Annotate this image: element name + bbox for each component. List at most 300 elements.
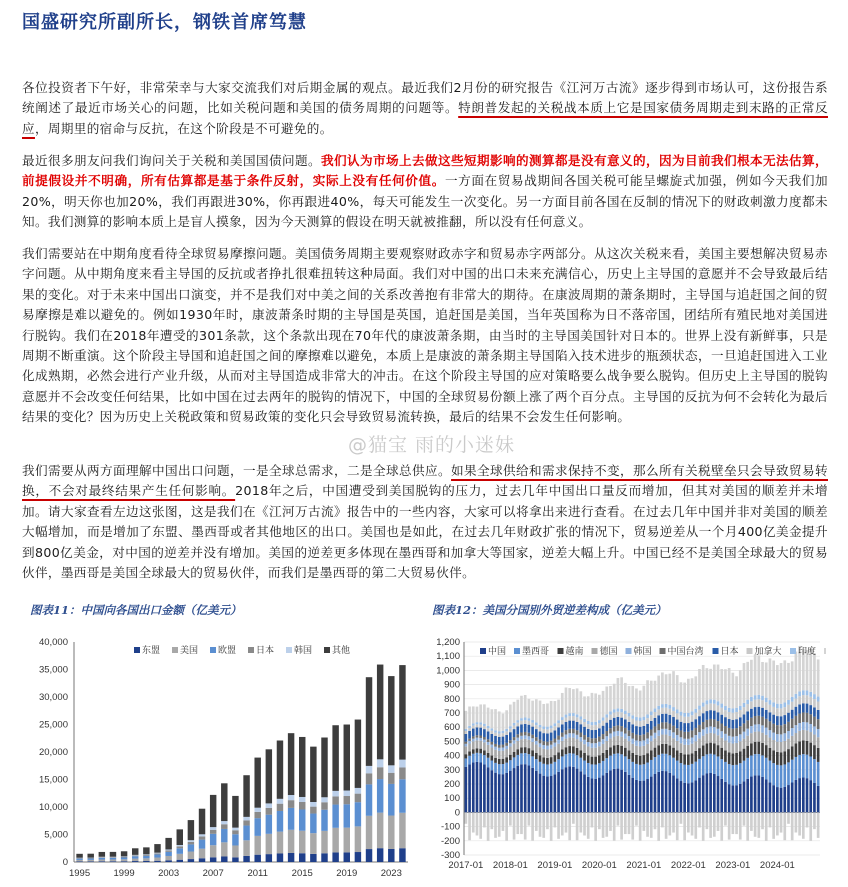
chart12-bar-墨西哥-p55	[668, 755, 671, 772]
chart12-bar-加拿大-p79	[757, 699, 760, 707]
chart11-bar-东盟-2021	[366, 849, 372, 862]
p4-underlined-highlight: 如果全球供给和需求保持不变，那么所有关税壁垒只会导致贸易转换，不会对最终结果产生任何影响。	[22, 463, 828, 499]
chart11-bar-日本-2009	[232, 830, 238, 834]
chart12-bar-日本-p42	[620, 718, 623, 726]
chart12-bar-德国-p70	[724, 741, 727, 751]
chart11-y-tick: 30,000	[38, 692, 68, 703]
chart12-bar-德国-p0	[465, 746, 468, 754]
chart12-bar-印度-p42	[620, 709, 623, 712]
chart12-bar-日本-p55	[668, 715, 671, 724]
chart12-bar-印度-p83	[772, 702, 775, 707]
chart12-bar-墨西哥-p34	[591, 764, 594, 778]
chart12-bar-中国-p8	[494, 773, 497, 813]
chart12-bar-印度-p19	[535, 722, 538, 725]
chart12-bar-印度-p81	[765, 698, 768, 703]
chart12-bar-中国台湾-p30	[576, 730, 579, 735]
chart12-bar-印度-p74	[739, 706, 742, 710]
chart12-bar-墨西哥-p82	[769, 761, 772, 783]
chart12-bar-加拿大-p19	[535, 725, 538, 729]
chart12-bar-韩国-p93	[809, 724, 812, 732]
chart11-bar-其他-2019	[344, 725, 350, 791]
chart12-y-tick: -200	[440, 835, 460, 847]
chart12-bar-越南-p14	[516, 749, 519, 755]
chart12-bar-加拿大-p16	[524, 720, 527, 724]
chart12-bar-其他-p37	[602, 691, 605, 718]
chart12-bar-中国-p69	[720, 779, 723, 813]
chart12-bar-中国台湾-p17	[528, 733, 531, 737]
chart12-bar-其他-p61	[691, 678, 694, 711]
chart12-bar-韩国-p69	[720, 731, 723, 738]
chart11-bar-其他-1996	[87, 854, 93, 858]
chart12-bar-其他-p12	[509, 705, 512, 727]
chart12-bar-德国-p83	[772, 740, 775, 750]
chart12-bar-德国-p7	[490, 748, 493, 756]
chart12-bar-日本-p90	[798, 704, 801, 713]
chart12-bar-德国-p16	[524, 739, 527, 747]
chart11-bar-日本-2021	[366, 773, 372, 784]
chart11-caption: 图表11：中国向各国出口金额（亿美元）	[30, 603, 242, 617]
chart12-bar-印度-p22	[546, 727, 549, 730]
chart12-bar-韩国-p8	[494, 747, 497, 750]
chart12-bar-韩国-p80	[761, 725, 764, 732]
chart12-bar-德国-p87	[787, 739, 790, 749]
chart11-bar-日本-2014	[288, 800, 294, 808]
p4-text-a: 我们需要从两方面理解中国出口问题，一是全球总需求，二是全球总供应。	[22, 463, 452, 478]
chart12-bar-加拿大-p42	[620, 712, 623, 717]
chart12-bar-印度-p94	[813, 694, 816, 699]
chart12-bar-negative-p47	[639, 812, 642, 840]
chart12-bar-印度-p73	[735, 708, 738, 712]
chart12-bar-加拿大-p13	[513, 725, 516, 729]
chart12-bar-韩国-p60	[687, 739, 690, 745]
chart12-bar-墨西哥-p43	[624, 756, 627, 772]
chart12-bar-日本-p28	[568, 721, 571, 729]
chart12-bar-日本-p69	[720, 715, 723, 724]
chart12-bar-德国-p86	[783, 741, 786, 751]
chart12-bar-墨西哥-p58	[680, 763, 683, 781]
chart12-bar-加拿大-p39	[609, 715, 612, 720]
chart12-bar-其他-p36	[598, 695, 601, 720]
chart12-bar-negative-p37	[602, 812, 605, 837]
chart12-bar-印度-p71	[728, 708, 731, 712]
chart12-x-tick: 2020-01	[581, 860, 617, 871]
chart12-bar-加拿大-p2	[472, 726, 475, 729]
chart11-y-tick: 25,000	[38, 719, 68, 731]
chart11-bar-东盟-2014	[288, 853, 294, 862]
chart11-bar-日本-2001	[143, 855, 149, 856]
chart12-bar-negative-p7	[490, 812, 493, 829]
chart12-bar-德国-p91	[802, 730, 805, 741]
chart12-bar-越南-p51	[654, 748, 657, 758]
chart12-bar-墨西哥-p20	[539, 762, 542, 774]
chart12-bar-加拿大-p82	[769, 705, 772, 713]
chart12-bar-德国-p69	[720, 738, 723, 748]
chart12-bar-negative-p18	[531, 812, 534, 840]
chart12-x-tick: 2024-01	[759, 860, 795, 871]
chart12-bar-印度-p26	[561, 717, 564, 720]
chart11-bar-日本-2012	[266, 808, 272, 815]
chart11-legend-日本: 日本	[256, 645, 275, 655]
chart12-bar-墨西哥-p13	[513, 757, 516, 768]
chart12-bar-negative-p59	[683, 812, 686, 840]
chart12-bar-其他-p69	[720, 669, 723, 704]
chart11-bar-欧盟-2001	[143, 856, 149, 858]
chart11-y-tick: 5,000	[44, 829, 68, 841]
chart12-bar-其他-p48	[643, 686, 646, 717]
chart12-bar-日本-p72	[732, 720, 735, 729]
chart12-bar-日本-p12	[509, 732, 512, 740]
chart11-bar-东盟-2007	[210, 857, 216, 862]
chart12-bar-墨西哥-p25	[557, 759, 560, 772]
chart11-x-tick: 2015	[291, 868, 313, 879]
chart12-bar-印度-p40	[613, 709, 616, 712]
chart12-bar-日本-p27	[565, 722, 568, 730]
chart12-bar-墨西哥-p38	[605, 758, 608, 773]
chart12-bar-德国-p24	[554, 747, 557, 756]
chart12-bar-德国-p51	[654, 738, 657, 747]
chart12-legend-印度: 印度	[798, 646, 817, 656]
chart12-bar-其他-p54	[665, 674, 668, 704]
chart12-bar-加拿大-p72	[732, 713, 735, 720]
chart12-bar-negative-p36	[598, 812, 601, 829]
chart12-bar-中国-p40	[613, 769, 616, 813]
chart12-y-tick: 1,100	[436, 651, 460, 663]
chart12-bar-日本-p56	[672, 717, 675, 726]
chart12-bar-中国-p22	[546, 777, 549, 813]
chart12-bar-德国-p30	[576, 739, 579, 748]
chart12-legend-swatch-德国	[592, 648, 598, 654]
chart12-bar-加拿大-p48	[643, 720, 646, 726]
chart12-bar-日本-p19	[535, 729, 538, 737]
chart12-bar-其他-p63	[698, 669, 701, 706]
chart12-bar-德国-p79	[757, 731, 760, 741]
chart11-bar-欧盟-2007	[210, 834, 216, 845]
chart12-bar-中国台湾-p46	[635, 735, 638, 741]
chart12-bar-中国台湾-p56	[672, 726, 675, 733]
chart11-bar-欧盟-2010	[243, 826, 249, 841]
chart12-bar-中国台湾-p48	[643, 734, 646, 740]
chart12-bar-墨西哥-p90	[798, 755, 801, 778]
chart12-bar-其他-p9	[498, 711, 501, 731]
chart12-bar-加拿大-p1	[468, 728, 471, 731]
chart12-bar-negative-p67	[713, 812, 716, 836]
chart12-bar-越南-p41	[617, 745, 620, 754]
chart11-bar-欧盟-2012	[266, 815, 272, 834]
chart12-bar-墨西哥-p11	[505, 763, 508, 773]
chart11-bar-美国-2021	[366, 816, 372, 849]
p2-text-a: 最近很多朋友问我们询问关于关税和美国国债问题。	[22, 153, 322, 168]
chart12-bar-中国-p23	[550, 776, 553, 812]
chart11-bar-欧盟-1996	[87, 859, 93, 860]
chart12-bar-中国-p11	[505, 773, 508, 812]
chart12-y-tick: 800	[444, 693, 460, 705]
chart11-bar-韩国-2011	[254, 808, 260, 812]
chart12-bar-中国台湾-p57	[676, 728, 679, 735]
chart12-bar-日本-p85	[780, 716, 783, 725]
chart12-bar-加拿大-p49	[646, 718, 649, 724]
chart12-bar-韩国-p73	[735, 736, 738, 743]
chart12-bar-中国-p45	[631, 778, 634, 813]
chart12-bar-其他-p94	[813, 653, 816, 694]
chart12-bar-negative-p75	[743, 812, 746, 825]
chart12-bar-negative-p21	[542, 812, 545, 837]
chart12-bar-加拿大-p29	[572, 716, 575, 721]
chart12-bar-日本-p88	[791, 710, 794, 719]
chart12-bar-越南-p87	[787, 749, 790, 762]
chart12-bar-其他-p31	[579, 691, 582, 716]
chart11-bar-其他-2006	[199, 809, 205, 835]
chart12-bar-中国-p24	[554, 774, 557, 812]
chart11-bar-东盟-2011	[254, 855, 260, 862]
chart12-bar-中国-p6	[487, 767, 490, 812]
chart12-bar-中国台湾-p9	[498, 745, 501, 748]
chart12-bar-negative-p85	[780, 812, 783, 832]
chart12-bar-加拿大-p95	[817, 702, 820, 710]
chart12-bar-日本-p3	[476, 727, 479, 735]
chart12-bar-中国-p77	[750, 777, 753, 813]
chart11-bar-欧盟-2004	[177, 848, 183, 854]
chart12-bar-中国-p93	[809, 780, 812, 812]
chart12-bar-其他-p1	[468, 706, 471, 725]
chart12-bar-印度-p87	[787, 700, 790, 705]
chart12-bar-越南-p17	[528, 748, 531, 754]
chart12-bar-韩国-p38	[605, 736, 608, 741]
chart12-bar-中国-p14	[516, 766, 519, 813]
chart12-bar-印度-p34	[591, 722, 594, 725]
chart12-bar-中国-p85	[780, 788, 783, 813]
chart12-legend-swatch-中国台湾	[660, 648, 666, 654]
chart12-bar-其他-p56	[672, 671, 675, 707]
chart12-bar-印度-p38	[605, 714, 608, 717]
chart11-legend-东盟: 东盟	[142, 645, 161, 655]
chart11-bar-其他-2005	[188, 820, 194, 840]
chart12-bar-加拿大-p30	[576, 717, 579, 722]
chart11-bar-美国-2013	[277, 832, 283, 854]
chart12-bar-德国-p12	[509, 747, 512, 755]
chart12-bar-加拿大-p26	[561, 720, 564, 724]
chart12-bar-中国台湾-p62	[694, 728, 697, 735]
chart12-bar-negative-p33	[587, 812, 590, 838]
chart12-bar-日本-p74	[739, 717, 742, 726]
chart11-bar-其他-2015	[299, 737, 305, 797]
chart12-bar-印度-p61	[691, 711, 694, 715]
chart12-bar-中国台湾-p88	[791, 719, 794, 728]
chart12-bar-越南-p6	[487, 753, 490, 758]
chart11-bar-日本-1999	[121, 857, 127, 858]
chart11-bar-日本-2002	[154, 853, 160, 854]
chart12-bar-韩国-p72	[732, 737, 735, 744]
chart12-bar-印度-p39	[609, 711, 612, 714]
chart12-bar-negative-p78	[754, 812, 757, 836]
chart12-bar-德国-p52	[657, 736, 660, 745]
chart12-bar-negative-p50	[650, 812, 653, 837]
chart12-bar-越南-p2	[472, 749, 475, 753]
chart12-bar-越南-p16	[524, 747, 527, 753]
chart12-bar-其他-p39	[609, 686, 612, 711]
chart12-bar-韩国-p91	[802, 722, 805, 730]
chart12-bar-中国-p72	[732, 785, 735, 812]
chart12-bar-韩国-p16	[524, 735, 527, 739]
chart12-bar-加拿大-p40	[613, 713, 616, 718]
chart12-bar-中国台湾-p65	[706, 720, 709, 727]
chart12-legend-德国: 德国	[599, 646, 618, 656]
chart12-bar-中国台湾-p28	[568, 729, 571, 733]
chart12-bar-加拿大-p5	[483, 726, 486, 729]
chart12-bar-印度-p45	[631, 715, 634, 718]
chart11-bar-东盟-2008	[221, 856, 227, 862]
chart11-bar-东盟-1998	[110, 861, 116, 862]
chart12-bar-德国-p74	[739, 741, 742, 751]
chart12-bar-墨西哥-p7	[490, 761, 493, 771]
chart12-bar-韩国-p5	[483, 740, 486, 743]
chart12-bar-韩国-p88	[791, 728, 794, 736]
chart12-bar-墨西哥-p4	[479, 753, 482, 762]
chart12-bar-日本-p50	[650, 721, 653, 730]
chart12-legend-swatch-加拿大	[747, 648, 753, 654]
chart12-bar-中国台湾-p53	[661, 722, 664, 728]
chart11-bar-美国-2014	[288, 830, 294, 853]
chart12-bar-德国-p77	[750, 733, 753, 743]
chart12-bar-日本-p6	[487, 731, 490, 739]
chart12-bar-韩国-p9	[498, 748, 501, 751]
chart11-legend-swatch-日本	[248, 647, 254, 653]
chart12-bar-中国-p56	[672, 775, 675, 812]
chart12-bar-印度-p85	[780, 704, 783, 709]
chart12-bar-越南-p71	[728, 752, 731, 764]
p1-underlined-highlight: 特朗普发起的关税战本质上它是国家债务周期走到末路的正常反应	[22, 100, 828, 136]
chart11-y-tick: 40,000	[38, 637, 68, 648]
chart11-bar-欧盟-1995	[76, 859, 82, 860]
chart11-export-by-country	[22, 622, 414, 880]
chart12-bar-印度-p91	[802, 690, 805, 695]
chart12-bar-德国-p66	[709, 733, 712, 743]
chart12-bar-加拿大-p83	[772, 707, 775, 715]
chart12-bar-其他-p64	[702, 665, 705, 703]
chart12-bar-印度-p28	[568, 713, 571, 716]
chart12-bar-越南-p57	[676, 750, 679, 760]
chart12-bar-越南-p32	[583, 753, 586, 761]
chart12-bar-其他-p14	[516, 700, 519, 720]
chart12-bar-negative-p93	[809, 812, 812, 840]
chart12-bar-negative-p19	[535, 812, 538, 831]
chart11-bar-美国-2003	[165, 856, 171, 860]
chart12-bar-韩国-p37	[602, 739, 605, 744]
chart12-bar-中国-p95	[817, 786, 820, 812]
chart11-bar-其他-2021	[366, 677, 372, 766]
chart12-bar-中国-p87	[787, 785, 790, 812]
chart12-bar-中国-p9	[498, 774, 501, 812]
chart12-bar-其他-p75	[743, 663, 746, 703]
chart12-bar-德国-p46	[635, 746, 638, 755]
chart12-bar-越南-p27	[565, 747, 568, 754]
chart12-bar-韩国-p92	[806, 722, 809, 730]
chart12-bar-越南-p24	[554, 755, 557, 762]
chart12-bar-中国-p44	[628, 775, 631, 813]
chart12-bar-negative-p53	[661, 812, 664, 827]
chart12-bar-negative-p49	[646, 812, 649, 836]
chart12-bar-韩国-p49	[646, 738, 649, 743]
chart12-bar-其他-p59	[683, 683, 686, 713]
chart12-bar-negative-p1	[468, 812, 471, 840]
chart12-bar-韩国-p51	[654, 733, 657, 739]
chart12-bar-越南-p7	[490, 756, 493, 761]
chart12-bar-韩国-p30	[576, 735, 579, 739]
chart12-bar-日本-p82	[769, 712, 772, 721]
chart12-bar-韩国-p40	[613, 732, 616, 737]
chart12-bar-印度-p54	[665, 704, 668, 708]
chart12-bar-印度-p62	[694, 709, 697, 713]
chart12-bar-中国台湾-p81	[765, 719, 768, 728]
chart11-bar-美国-2009	[232, 845, 238, 857]
chart12-bar-印度-p64	[702, 703, 705, 707]
chart12-bar-中国台湾-p63	[698, 725, 701, 732]
chart12-bar-墨西哥-p2	[472, 754, 475, 763]
chart12-x-tick: 2021-01	[626, 860, 662, 871]
chart11-bar-韩国-2022	[377, 759, 383, 767]
chart12-bar-中国-p21	[542, 776, 545, 813]
chart12-bar-中国台湾-p95	[817, 719, 820, 729]
chart12-bar-negative-p84	[776, 812, 779, 835]
chart12-bar-中国-p0	[465, 767, 468, 812]
chart12-bar-加拿大-p66	[709, 703, 712, 710]
chart12-bar-日本-p5	[483, 729, 486, 737]
chart12-bar-越南-p90	[798, 741, 801, 755]
chart12-bar-中国-p75	[743, 781, 746, 812]
chart12-bar-中国-p88	[791, 782, 794, 812]
chart12-bar-墨西哥-p89	[795, 757, 798, 780]
chart12-bar-韩国-p74	[739, 734, 742, 741]
chart12-bar-加拿大-p67	[713, 704, 716, 711]
chart12-bar-negative-p92	[806, 812, 809, 827]
chart12-bar-印度-p5	[483, 724, 486, 726]
chart12-bar-日本-p9	[498, 737, 501, 745]
chart12-bar-德国-p84	[776, 742, 779, 752]
chart12-bar-日本-p32	[583, 727, 586, 735]
chart12-bar-印度-p50	[650, 712, 653, 716]
chart12-bar-negative-p90	[798, 812, 801, 835]
chart11-bar-韩国-2018	[332, 791, 338, 796]
chart12-bar-韩国-p4	[479, 738, 482, 741]
chart12-bar-其他-p58	[680, 682, 683, 711]
chart11-bar-其他-2010	[243, 775, 249, 817]
chart12-bar-墨西哥-p52	[657, 755, 660, 772]
chart11-bar-其他-2001	[143, 847, 149, 854]
chart12-bar-越南-p59	[683, 754, 686, 764]
chart11-legend-swatch-东盟	[134, 647, 140, 653]
chart12-bar-加拿大-p21	[542, 729, 545, 733]
chart12-bar-negative-p35	[594, 812, 597, 840]
chart12-bar-印度-p67	[713, 700, 716, 704]
chart12-bar-印度-p92	[806, 690, 809, 695]
chart12-bar-negative-p62	[694, 812, 697, 838]
chart12-bar-中国-p84	[776, 787, 779, 812]
chart11-bar-欧盟-2000	[132, 856, 138, 858]
chart12-bar-中国-p37	[602, 775, 605, 812]
chart12-bar-日本-p76	[746, 711, 749, 720]
chart12-bar-中国-p28	[568, 766, 571, 812]
chart12-bar-加拿大-p85	[780, 708, 783, 716]
chart12-bar-中国台湾-p40	[613, 726, 616, 731]
chart12-bar-德国-p41	[617, 736, 620, 745]
chart12-bar-日本-p21	[542, 733, 545, 741]
chart12-bar-中国台湾-p84	[776, 725, 779, 734]
chart12-bar-加拿大-p84	[776, 708, 779, 716]
chart11-bar-日本-2020	[355, 794, 361, 803]
chart12-bar-韩国-p50	[650, 736, 653, 742]
chart12-bar-墨西哥-p39	[609, 756, 612, 771]
chart12-bar-中国台湾-p6	[487, 739, 490, 742]
chart12-bar-印度-p55	[668, 705, 671, 709]
